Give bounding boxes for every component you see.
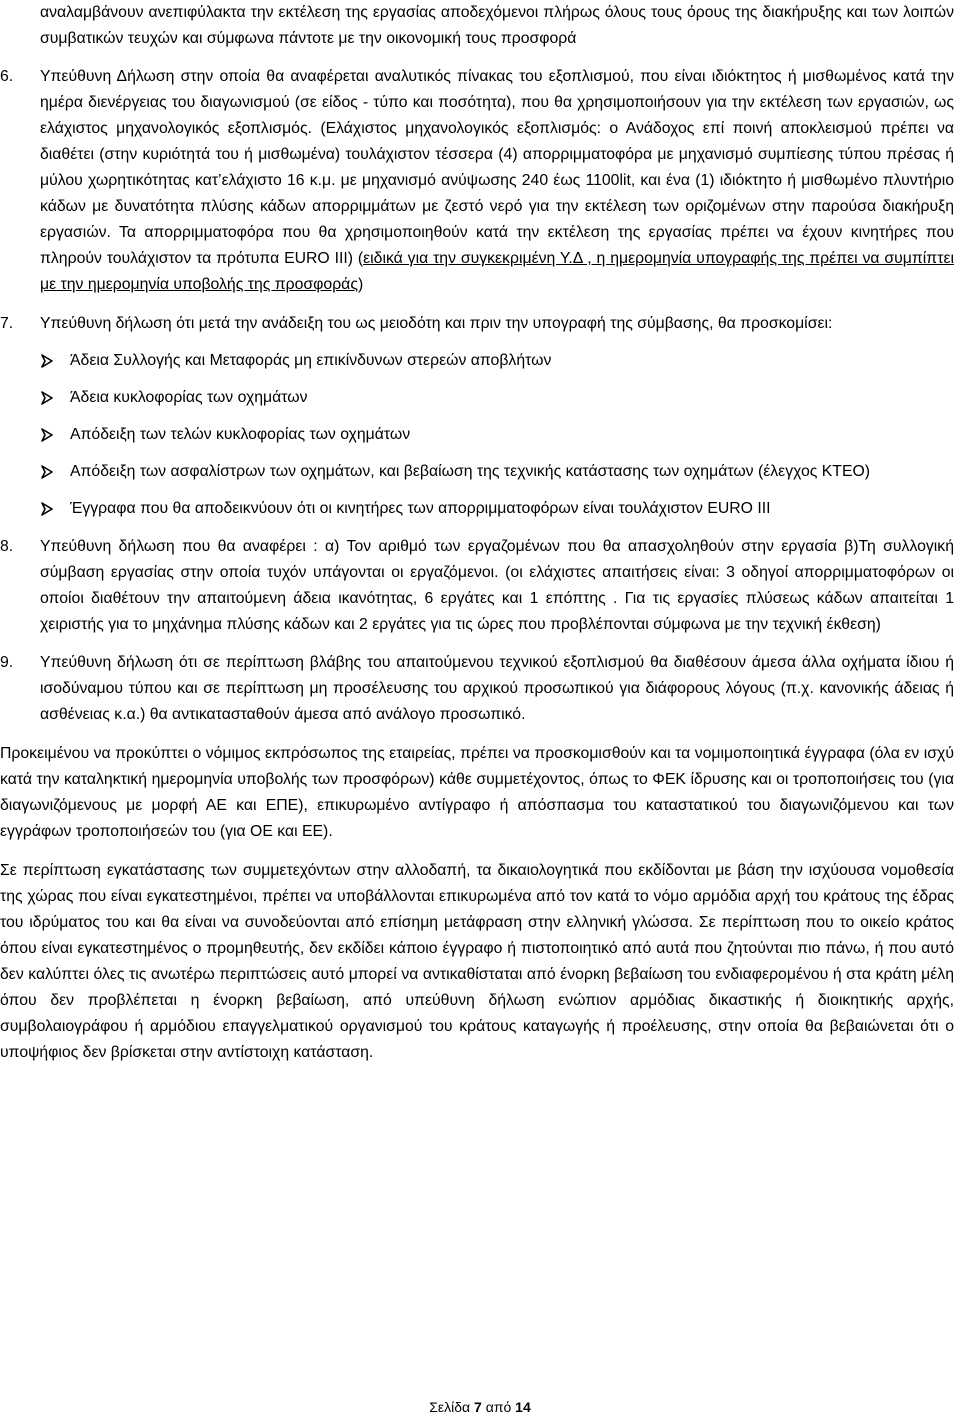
list-item-9 [0,650,954,728]
bullet-list [40,348,954,522]
bullet-text: Απόδειξη των τελών κυκλοφορίας των οχημάτων [70,426,411,443]
bullet-text: Απόδειξη των ασφαλίστρων των οχημάτων, και βεβαίωση της τεχνικής κατάστασης των οχημάτων (έλεγχος ΚΤΕΟ) [70,463,871,480]
bullet-text: Άδεια Συλλογής και Μεταφοράς μη επικίνδυνων στερεών αποβλήτων [70,352,552,369]
item-text [40,64,954,298]
footer-prefix: Σελίδα [429,1399,471,1415]
continuation-paragraph: αναλαμβάνουν ανεπιφύλακτα την εκτέλεση της εργασίας αποδεχόμενοι πλήρως όλους τους όρους της διακήρυξης και των λοιπών συμβατικών τευχών και σύμφωνα πάντοτε με την οικονομική τους προσφορά [40,4,954,47]
footer-total-pages: 14 [515,1399,531,1415]
paragraph-legal-representative: Προκειμένου να προκύπτει ο νόμιμος εκπρόσωπος της εταιρείας, πρέπει να προσκομισθούν και τα νομιμοποιητικά έγγραφα (όλα εν ισχύ κατά την καταληκτική ημερομηνία υποβολής των προσφόρων) κάθε συμμετέχοντος, όπως το ΦΕΚ ίδρυσης και οι τροποποιήσεις του (για διαγωνιζόμενους με μορφή ΑΕ και ΕΠΕ), επικυρωμένο αντίγραφο ή απόσπασμα του καταστατικού του διαγωνιζόμενου και των εγγράφων τροποποιήσεών του (για ΟΕ και ΕΕ). [0,745,954,840]
item-text-after: ) [357,276,364,293]
bullet-text: Έγγραφα που θα αποδεικνύουν ότι οι κινητήρες των απορριμματοφόρων είναι τουλάχιστον EURO III [70,500,771,517]
bullet-text: Άδεια κυκλοφορίας των οχημάτων [70,389,308,406]
page-footer [0,1398,960,1416]
footer-page-number: 7 [474,1399,482,1415]
arrow-bullet-icon [40,385,70,405]
list-item [40,496,954,522]
footer-middle: από [485,1399,512,1415]
item-number: 8. [0,538,14,555]
item-number: 9. [0,654,14,671]
list-item [40,385,954,411]
item-text-underlined: ειδικά για την συγκεκριμένη Υ.Δ , η ημερομηνία υπογραφής της πρέπει να συμπίπτει με την ημερομηνία υποβολής της προσφοράς [40,250,954,293]
item-number: 6. [0,68,14,85]
list-item [40,348,954,374]
list-item-8 [0,534,954,638]
arrow-bullet-icon [40,459,70,479]
paragraph-foreign-participants: Σε περίπτωση εγκατάστασης των συμμετεχόντων στην αλλοδαπή, τα δικαιολογητικά που εκδίδονται με βάση την ισχύουσα νομοθεσία της χώρας που είναι εγκατεστημένοι, πρέπει να υποβάλλονται επικυρωμένα από τον κατά το νόμο αρμόδια αρχή του κράτους της έδρας του ιδρύματος του και θα είναι να συνοδεύονται από επίσημη μετάφραση στην ελληνική γλώσσα. Σε περίπτωση που το οικείο κράτος όπου είναι εγκατεστημένος ο προμηθευτής, δεν εκδίδει κάποιο έγγραφο ή πιστοποιητικό από αυτά που ζητούνται πιο πάνω, ή που αυτό δεν καλύπτει όλες τις ανωτέρω περιπτώσεις αυτό μπορεί να αντικαθίσταται από ένορκη βεβαίωση του ενδιαφερομένου ή στα κράτη μέλη όπου δεν προβλέπεται η ένορκη βεβαίωση, από υπεύθυνη δήλωση ενώπιον αρμόδιας δικαστικής ή διοικητικής αρχής, συμβολαιογράφου ή αρμόδιου επαγγελματικού οργανισμού του κράτους καταγωγής ή προέλευσης, στην οποία θα βεβαιώνεται ότι ο υποψήφιος δεν βρίσκεται στην αντίστοιχη κατάσταση. [0,862,954,1061]
item-text: Υπεύθυνη δήλωση ότι σε περίπτωση βλάβης του απαιτούμενου τεχνικού εξοπλισμού θα διαθέσουν άμεσα άλλα οχήματα ίδιου ή ισοδύναμου τύπου και σε περίπτωση μη προσέλευσης του αρχικού προσωπικού για διάφορους λόγους (π.χ. κανονικής άδειας ή ασθένειας κ.α.) θα αντικατασταθούν άμεσα από ανάλογο προσωπικό. [40,654,954,723]
list-item-6 [0,64,954,298]
item-number: 7. [0,315,14,332]
list-item [40,422,954,448]
item-intro: Υπεύθυνη δήλωση ότι μετά την ανάδειξη του ως μειοδότη και πριν την υπογραφή της σύμβασης, θα προσκομίσει: [40,315,833,332]
arrow-bullet-icon [40,496,70,516]
list-item-7 [0,311,954,522]
item-text [40,311,954,522]
item-text: Υπεύθυνη δήλωση που θα αναφέρει : α) Τον αριθμό των εργαζομένων που θα απασχοληθούν στην εργασία β)Τη συλλογική σύμβαση εργασίας στην οποία τυχόν υπάγονται οι εργαζόμενοι. (οι ελάχιστες απαιτήσεις είναι: 3 οδηγοί απορριμματοφόρων οι οποίοι διαθέτουν την απαιτούμενη άδεια ικανότητας, 6 εργάτες και 1 επόπτης . Για τις εργασίες πλύσεως κάδων απαιτείται 1 χειριστής για το μηχάνημα πλύσης κάδων και 2 εργάτες για τις ώρες που προβλέπονται σύμφωνα με την τεχνική έκθεση) [40,538,954,633]
item-text-main: Υπεύθυνη Δήλωση στην οποία θα αναφέρεται αναλυτικός πίνακας του εξοπλισμού, που είναι ιδιόκτητος ή μισθωμένος κατά την ημέρα διενέργειας του διαγωνισμού (σε είδος - τύπο και ποσότητα), που θα χρησιμοποιήσουν για την εκτέλεση των εργασιών, ως ελάχιστος μηχανολογικός εξοπλισμός. (Ελάχιστος μηχανολογικός εξοπλισμός: ο Ανάδοχος επί ποινή αποκλεισμού πρέπει να διαθέτει (στην κυριότητά του ή μισθωμένα) τουλάχιστον τέσσερα (4) απορριμματοφόρα με μηχανισμό συμπίεσης τύπου πρέσας ή μύλου χωρητικότητας κατ’ελάχιστο 16 κ.μ. με μηχανισμό ανύψωσης 240 έως 1100lit, και ένα (1) ιδιόκτητο ή μισθωμένο πλυντήριο κάδων με δυνατότητα πλύσης κάδων απορριμμάτων με ζεστό νερό για την εκτέλεση των οριζομένων στην παρούσα διακήρυξη εργασιών. Τα απορριμματοφόρα που θα χρησιμοποιηθούν κατά την εκτέλεση της εργασίας πρέπει να έχουν κινητήρες που πληρούν τουλάχιστον τα πρότυπα EURO III) ( [40,68,954,267]
arrow-bullet-icon [40,348,70,368]
arrow-bullet-icon [40,422,70,442]
list-item [40,459,954,485]
